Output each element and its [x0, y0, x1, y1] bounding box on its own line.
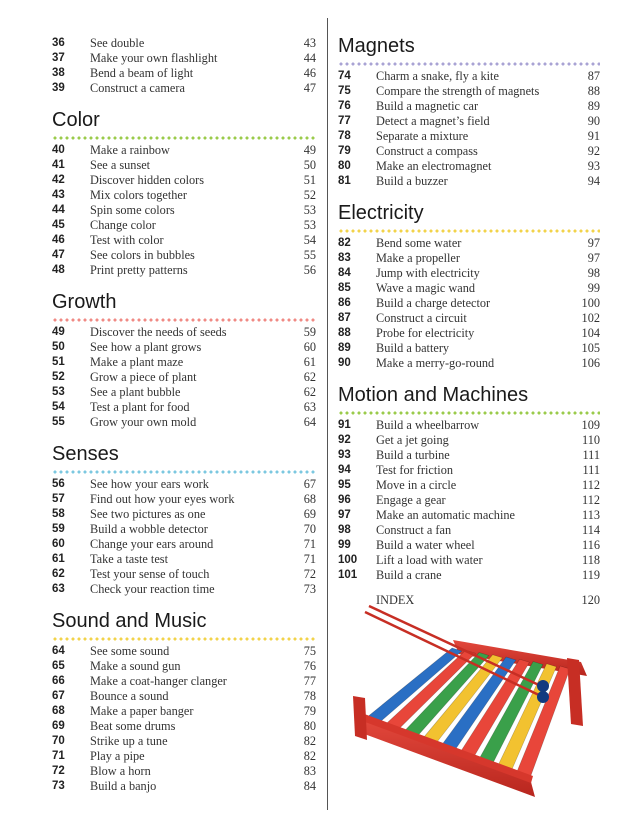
- entry-page: 82: [303, 734, 316, 748]
- entry-number: 80: [338, 160, 351, 172]
- entry-page: 84: [303, 779, 316, 793]
- entry-title: Make a paper banger: [90, 704, 194, 718]
- entry-page: 102: [581, 311, 600, 325]
- entry-number: 48: [52, 264, 65, 276]
- entry-title: Mix colors together: [90, 188, 187, 202]
- entry-title: Build a crane: [376, 568, 442, 582]
- entry-page: 50: [303, 158, 316, 172]
- entry-title: Bend a beam of light: [90, 66, 194, 80]
- toc-entry: [338, 266, 600, 281]
- entry-number: 58: [52, 508, 65, 520]
- entry-number: 72: [52, 765, 65, 777]
- entry-title: Make a merry-go-round: [376, 356, 495, 370]
- entry-page: 52: [303, 188, 316, 202]
- entry-page: 54: [303, 233, 316, 247]
- entry-title: Take a taste test: [90, 552, 169, 566]
- entry-title: Bend some water: [376, 236, 462, 250]
- entry-title: Move in a circle: [376, 478, 457, 492]
- entry-number: 57: [52, 493, 65, 505]
- entry-number: 38: [52, 67, 65, 79]
- entry-number: 55: [52, 416, 65, 428]
- entry-number: 91: [338, 419, 351, 431]
- toc-entry: [52, 385, 316, 400]
- dotted-divider: [52, 470, 316, 474]
- toc-entry: [338, 129, 600, 144]
- entry-title: Build a wheelbarrow: [376, 418, 480, 432]
- entry-number: 93: [338, 449, 351, 461]
- section-heading: Motion and Machines: [338, 384, 529, 406]
- entry-page: 77: [303, 674, 316, 688]
- entry-title: Print pretty patterns: [90, 263, 188, 277]
- section-heading: Color: [52, 109, 100, 131]
- entry-number: 59: [52, 523, 65, 535]
- entry-page: 43: [303, 36, 316, 50]
- entry-page: 70: [303, 522, 316, 536]
- entry-title: Build a turbine: [376, 448, 450, 462]
- entry-page: 91: [587, 129, 600, 143]
- entry-number: 60: [52, 538, 65, 550]
- entry-page: 53: [303, 218, 316, 232]
- entry-page: 106: [581, 356, 600, 370]
- entry-number: 77: [338, 115, 351, 127]
- entry-number: 100: [338, 554, 358, 566]
- entry-title: Make a plant maze: [90, 355, 184, 369]
- entry-page: 60: [303, 340, 316, 354]
- dotted-divider: [52, 637, 316, 641]
- entry-title: Grow your own mold: [90, 415, 197, 429]
- entry-page: 62: [303, 385, 316, 399]
- toc-entry: [52, 507, 316, 522]
- entry-page: 94: [587, 174, 600, 188]
- entry-number: 64: [52, 645, 65, 657]
- entry-title: Make your own flashlight: [90, 51, 218, 65]
- entry-page: 49: [303, 143, 316, 157]
- toc-entry: [52, 66, 316, 81]
- entry-title: See some sound: [90, 644, 170, 658]
- toc-entry: [338, 159, 600, 174]
- entry-title: Construct a circuit: [376, 311, 467, 325]
- entry-number: 67: [52, 690, 65, 702]
- entry-title: Make a rainbow: [90, 143, 170, 157]
- toc-entry: [338, 493, 600, 508]
- entry-title: Make a sound gun: [90, 659, 181, 673]
- entry-title: Beat some drums: [90, 719, 176, 733]
- mallet-stick-2: [369, 606, 541, 686]
- entry-number: 39: [52, 82, 65, 94]
- toc-entry: [52, 415, 316, 430]
- entry-page: 92: [587, 144, 600, 158]
- entry-number: 56: [52, 478, 65, 490]
- entry-title: See double: [90, 36, 145, 50]
- entry-title: Test with color: [90, 233, 164, 247]
- entry-title: See a sunset: [90, 158, 151, 172]
- entry-title: Spin some colors: [90, 203, 175, 217]
- toc-entry: [338, 144, 600, 159]
- toc-entry: [52, 158, 316, 173]
- toc-entry: [52, 674, 316, 689]
- entry-page: 63: [303, 400, 316, 414]
- entry-number: 63: [52, 583, 65, 595]
- toc-entry: [338, 478, 600, 493]
- entry-page: 98: [587, 266, 600, 280]
- entry-number: 101: [338, 569, 358, 581]
- toc-entry: [338, 311, 600, 326]
- toc-entry: [338, 251, 600, 266]
- section-heading: Magnets: [338, 35, 415, 57]
- entry-number: 66: [52, 675, 65, 687]
- toc-entry: [52, 36, 316, 51]
- entry-title: Wave a magic wand: [376, 281, 476, 295]
- toc-entry: [338, 99, 600, 114]
- entry-page: 93: [587, 159, 600, 173]
- entry-page: 90: [587, 114, 600, 128]
- entry-number: 81: [338, 175, 351, 187]
- entry-page: 99: [587, 281, 600, 295]
- toc-entry: [52, 81, 316, 96]
- entry-page: 51: [303, 173, 316, 187]
- entry-page: 119: [582, 568, 600, 582]
- toc-entry: [52, 764, 316, 779]
- toc-entry: [52, 173, 316, 188]
- entry-title: Make a coat-hanger clanger: [90, 674, 227, 688]
- entry-page: 89: [587, 99, 600, 113]
- entry-page: 71: [303, 552, 316, 566]
- toc-entry: [338, 418, 600, 433]
- entry-title: Lift a load with water: [376, 553, 483, 567]
- entry-page: 80: [303, 719, 316, 733]
- entry-number: 74: [338, 70, 351, 82]
- entry-number: 85: [338, 282, 351, 294]
- entry-title: Make an automatic machine: [376, 508, 515, 522]
- toc-entry: [52, 734, 316, 749]
- entry-number: 78: [338, 130, 351, 142]
- entry-page: 55: [303, 248, 316, 262]
- entry-title: See a plant bubble: [90, 385, 181, 399]
- entry-number: 92: [338, 434, 351, 446]
- entry-number: 42: [52, 174, 65, 186]
- entry-number: 83: [338, 252, 351, 264]
- entry-page: 109: [581, 418, 600, 432]
- entry-number: 98: [338, 524, 351, 536]
- entry-page: 112: [582, 493, 600, 507]
- entry-page: 67: [303, 477, 316, 491]
- entry-title: Build a water wheel: [376, 538, 475, 552]
- toc-entry: [338, 538, 600, 553]
- entry-number: 89: [338, 342, 351, 354]
- entry-page: 82: [303, 749, 316, 763]
- toc-entry: [338, 114, 600, 129]
- mallet-head-1: [537, 691, 549, 703]
- entry-page: 113: [582, 508, 600, 522]
- entry-page: 110: [582, 433, 600, 447]
- entry-number: 87: [338, 312, 351, 324]
- entry-title: See how a plant grows: [90, 340, 202, 354]
- entry-number: 76: [338, 100, 351, 112]
- entry-page: 64: [303, 415, 316, 429]
- entry-number: 37: [52, 52, 65, 64]
- toc-entry: [52, 522, 316, 537]
- entry-number: 50: [52, 341, 65, 353]
- entry-page: 72: [303, 567, 316, 581]
- entry-title: Make a propeller: [376, 251, 460, 265]
- entry-title: Test your sense of touch: [90, 567, 210, 581]
- entry-title: Construct a fan: [376, 523, 452, 537]
- entry-number: 73: [52, 780, 65, 792]
- entry-page: 97: [587, 236, 600, 250]
- entry-title: Build a wobble detector: [90, 522, 208, 536]
- entry-page: 114: [582, 523, 600, 537]
- dotted-divider: [52, 318, 316, 322]
- entry-page: 62: [303, 370, 316, 384]
- entry-title: Find out how your eyes work: [90, 492, 235, 506]
- entry-number: 75: [338, 85, 351, 97]
- entry-page: 56: [303, 263, 316, 277]
- entry-number: 86: [338, 297, 351, 309]
- entry-number: 49: [52, 326, 65, 338]
- entry-title: Change color: [90, 218, 156, 232]
- entry-title: Grow a piece of plant: [90, 370, 197, 384]
- toc-entry: [52, 218, 316, 233]
- dotted-divider: [52, 136, 316, 140]
- entry-title: Detect a magnet’s field: [376, 114, 490, 128]
- entry-number: 65: [52, 660, 65, 672]
- entry-number: 47: [52, 249, 65, 261]
- toc-entry: [52, 477, 316, 492]
- toc-entry: [52, 355, 316, 370]
- entry-title: Separate a mixture: [376, 129, 469, 143]
- entry-page: 44: [303, 51, 316, 65]
- entry-page: 47: [303, 81, 316, 95]
- entry-title: See colors in bubbles: [90, 248, 195, 262]
- entry-page: 118: [582, 553, 600, 567]
- entry-title: Build a battery: [376, 341, 450, 355]
- toc-entry: [52, 51, 316, 66]
- toc-entry: [338, 356, 600, 371]
- toc-entry: [338, 433, 600, 448]
- entry-number: 41: [52, 159, 65, 171]
- entry-title: Build a buzzer: [376, 174, 448, 188]
- toc-entry: [338, 448, 600, 463]
- entry-page: 116: [582, 538, 600, 552]
- toc-entry: [52, 644, 316, 659]
- entry-page: 112: [582, 478, 600, 492]
- entry-number: 62: [52, 568, 65, 580]
- entry-number: 70: [52, 735, 65, 747]
- entry-title: Charm a snake, fly a kite: [376, 69, 499, 83]
- entry-page: 87: [587, 69, 600, 83]
- toc-entry: [52, 704, 316, 719]
- entry-number: 69: [52, 720, 65, 732]
- entry-number: 94: [338, 464, 351, 476]
- entry-page: 61: [303, 355, 316, 369]
- toc-entry: [52, 263, 316, 278]
- entry-page: 78: [303, 689, 316, 703]
- entry-page: 68: [303, 492, 316, 506]
- entry-title: See how your ears work: [90, 477, 209, 491]
- entry-number: 97: [338, 509, 351, 521]
- toc-entry: [52, 537, 316, 552]
- entry-number: 61: [52, 553, 65, 565]
- entry-number: 96: [338, 494, 351, 506]
- toc-entry: [52, 203, 316, 218]
- entry-number: 68: [52, 705, 65, 717]
- entry-page: 53: [303, 203, 316, 217]
- entry-number: 36: [52, 37, 65, 49]
- entry-title: See two pictures as one: [90, 507, 206, 521]
- toc-entry: [338, 341, 600, 356]
- entry-page: 83: [303, 764, 316, 778]
- toc-entry: [338, 236, 600, 251]
- toc-entry: [338, 523, 600, 538]
- entry-number: 43: [52, 189, 65, 201]
- entry-title: Strike up a tune: [90, 734, 168, 748]
- entry-number: 53: [52, 386, 65, 398]
- toc-entry: [338, 84, 600, 99]
- entry-title: INDEX: [376, 593, 415, 607]
- entry-page: 105: [581, 341, 600, 355]
- entry-number: 90: [338, 357, 351, 369]
- entry-page: 59: [303, 325, 316, 339]
- toc-entry: [52, 370, 316, 385]
- entry-page: 79: [303, 704, 316, 718]
- entry-page: 46: [303, 66, 316, 80]
- entry-number: 82: [338, 237, 351, 249]
- entry-title: Blow a horn: [90, 764, 151, 778]
- entry-page: 76: [303, 659, 316, 673]
- toc-entry: [52, 248, 316, 263]
- entry-number: 45: [52, 219, 65, 231]
- entry-number: 79: [338, 145, 351, 157]
- entry-page: 75: [303, 644, 316, 658]
- section-heading: Growth: [52, 291, 117, 313]
- entry-page: 120: [581, 593, 600, 607]
- toc-entry: [52, 779, 316, 794]
- entry-number: 54: [52, 401, 65, 413]
- toc-entry: [52, 582, 316, 597]
- entry-page: 111: [582, 463, 600, 477]
- entry-number: 84: [338, 267, 351, 279]
- entry-title: Check your reaction time: [90, 582, 215, 596]
- entry-page: 97: [587, 251, 600, 265]
- entry-number: 95: [338, 479, 351, 491]
- entry-title: Jump with electricity: [376, 266, 480, 280]
- entry-title: Test for friction: [376, 463, 453, 477]
- toc-entry: [52, 325, 316, 340]
- entry-title: Construct a compass: [376, 144, 478, 158]
- entry-number: 46: [52, 234, 65, 246]
- toc-entry: [338, 508, 600, 523]
- section-heading: Electricity: [338, 202, 424, 224]
- entry-title: Test a plant for food: [90, 400, 190, 414]
- toc-entry: [52, 340, 316, 355]
- entry-number: 71: [52, 750, 65, 762]
- entry-number: 44: [52, 204, 65, 216]
- entry-title: Build a banjo: [90, 779, 157, 793]
- xylophone-illustration: [345, 600, 607, 800]
- entry-title: Engage a gear: [376, 493, 446, 507]
- toc-entry: [52, 492, 316, 507]
- entry-title: Build a magnetic car: [376, 99, 479, 113]
- entry-number: 51: [52, 356, 65, 368]
- entry-title: Discover hidden colors: [90, 173, 205, 187]
- toc-entry: [52, 749, 316, 764]
- entry-title: Change your ears around: [90, 537, 214, 551]
- toc-entry: [52, 188, 316, 203]
- dotted-divider: [338, 62, 600, 66]
- entry-number: 40: [52, 144, 65, 156]
- entry-title: Compare the strength of magnets: [376, 84, 540, 98]
- toc-entry: [338, 174, 600, 189]
- entry-title: Construct a camera: [90, 81, 185, 95]
- toc-entry: [338, 326, 600, 341]
- toc-entry: [52, 689, 316, 704]
- dotted-divider: [338, 411, 600, 415]
- entry-number: 88: [338, 327, 351, 339]
- section-heading: Senses: [52, 443, 119, 465]
- entry-title: Probe for electricity: [376, 326, 475, 340]
- toc-entry: [52, 567, 316, 582]
- entry-page: 69: [303, 507, 316, 521]
- toc-entry: [338, 553, 600, 568]
- entry-page: 88: [587, 84, 600, 98]
- entry-title: Build a charge detector: [376, 296, 491, 310]
- entry-page: 104: [581, 326, 600, 340]
- toc-entry: [52, 400, 316, 415]
- entry-page: 73: [303, 582, 316, 596]
- toc-entry: [338, 296, 600, 311]
- entry-page: 71: [303, 537, 316, 551]
- column-divider: [327, 18, 328, 810]
- toc-entry: [52, 659, 316, 674]
- left-end-post: [353, 696, 367, 740]
- toc-entry: [338, 568, 600, 583]
- toc-entry: [52, 552, 316, 567]
- section-heading: Sound and Music: [52, 610, 207, 632]
- toc-entry: [52, 719, 316, 734]
- toc-entry: [52, 143, 316, 158]
- entry-title: Play a pipe: [90, 749, 145, 763]
- entry-title: Bounce a sound: [90, 689, 169, 703]
- entry-title: Discover the needs of seeds: [90, 325, 227, 339]
- toc-entry: [338, 69, 600, 84]
- toc-entry: [338, 281, 600, 296]
- dotted-divider: [338, 229, 600, 233]
- entry-title: Get a jet going: [376, 433, 449, 447]
- entry-page: 100: [581, 296, 600, 310]
- entry-number: 99: [338, 539, 351, 551]
- entry-page: 111: [582, 448, 600, 462]
- entry-number: 52: [52, 371, 65, 383]
- toc-entry: [52, 233, 316, 248]
- mallet-head-2: [537, 680, 549, 692]
- toc-entry: [338, 463, 600, 478]
- entry-title: Make an electromagnet: [376, 159, 492, 173]
